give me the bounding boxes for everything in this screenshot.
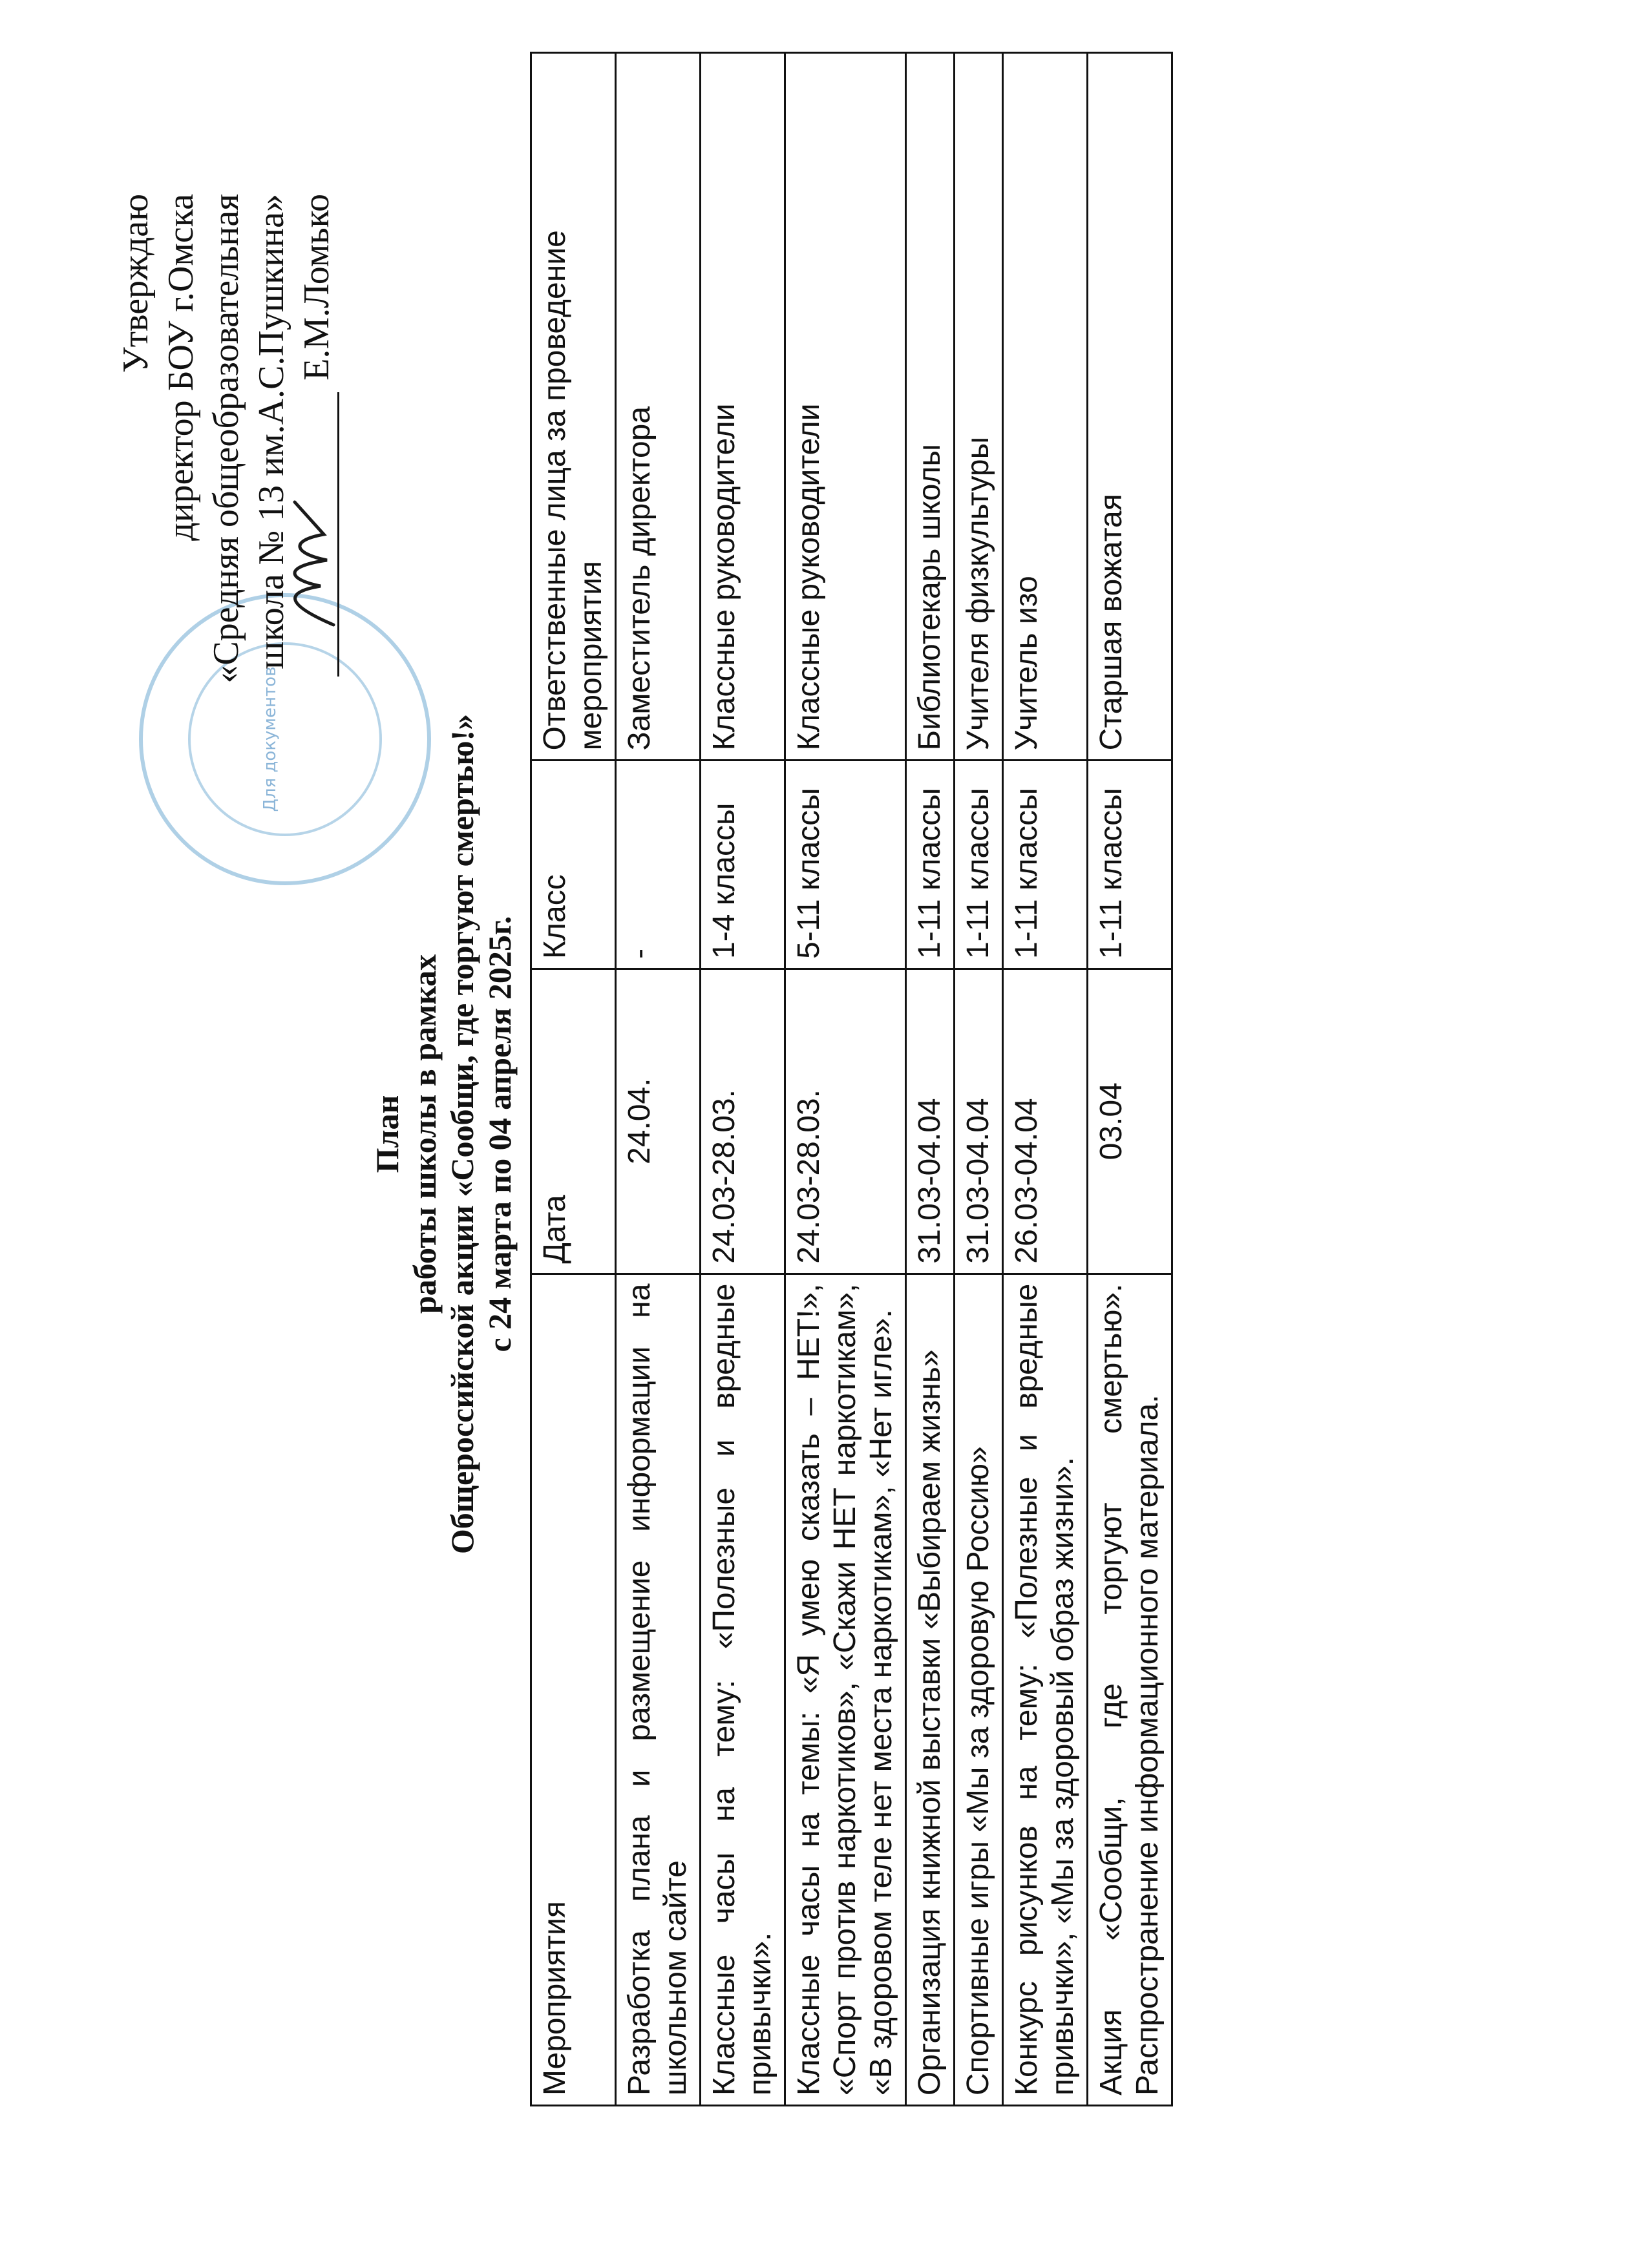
header-class: Класс <box>531 761 616 969</box>
title-line-1: План <box>369 1095 405 1173</box>
header-event: Мероприятия <box>531 1274 616 2105</box>
header-date: Дата <box>531 969 616 1274</box>
signature-row <box>294 194 339 853</box>
cell-date: 31.03-04.04 <box>955 969 1003 1274</box>
cell-class: 1-11 классы <box>1003 761 1088 969</box>
cell-date: 26.03-04.04 <box>1003 969 1088 1274</box>
cell-event: Классные часы на тему: «Полезные и вредные привычки». <box>701 1274 785 2105</box>
document-title <box>368 0 518 2268</box>
signature-line <box>301 392 339 677</box>
cell-class: - <box>616 761 701 969</box>
title-line-4: с 24 марта по 04 апреля 2025г. <box>481 916 518 1352</box>
cell-responsible: Библиотекарь школы <box>906 53 955 761</box>
stamp-text: Для документов <box>260 666 280 812</box>
cell-responsible: Старшая вожатая <box>1088 53 1172 761</box>
cell-responsible: Учителя физкультуры <box>955 53 1003 761</box>
cell-class: 1-4 классы <box>701 761 785 969</box>
cell-event: Конкурс рисунков на тему: «Полезные и вредные привычки», «Мы за здоровый образ жизни». <box>1003 1274 1088 2105</box>
header-responsible: Ответственные лица за проведение мероприятия <box>531 53 616 761</box>
cell-date: 24.03-28.03. <box>701 969 785 1274</box>
cell-event: Спортивные игры «Мы за здоровую Россию» <box>955 1274 1003 2105</box>
cell-class: 1-11 классы <box>955 761 1003 969</box>
table-row <box>906 53 955 2106</box>
cell-responsible: Классные руководители <box>701 53 785 761</box>
cell-date: 24.04. <box>616 969 701 1274</box>
approval-line-4: школа № 13 им.А.С.Пушкина» <box>251 194 291 669</box>
cell-class: 1-11 классы <box>906 761 955 969</box>
approval-line-1: Утверждаю <box>116 194 156 373</box>
cell-event: Разработка плана и размещение информации на школьном сайте <box>616 1274 701 2105</box>
cell-date: 03.04 <box>1088 969 1172 1274</box>
table-row <box>701 53 785 2106</box>
table-row <box>785 53 906 2106</box>
approval-line-2: директор БОУ г.Омска <box>161 194 201 541</box>
table-row <box>955 53 1003 2106</box>
cell-responsible: Классные руководители <box>785 53 906 761</box>
cell-responsible: Учитель изо <box>1003 53 1088 761</box>
approval-block <box>113 194 339 853</box>
table-row <box>1088 53 1172 2106</box>
approval-line-3: «Средняя общеобразовательная <box>206 194 246 684</box>
plan-table <box>530 52 1173 2106</box>
cell-date: 24.03-28.03. <box>785 969 906 1274</box>
title-line-3: Общероссийской акции «Сообщи, где торгуют смертью!» <box>444 713 480 1555</box>
cell-event: Акция «Сообщи, где торгуют смертью». Распространение информационного материала. <box>1088 1274 1172 2105</box>
cell-class: 5-11 классы <box>785 761 906 969</box>
cell-date: 31.03-04.04 <box>906 969 955 1274</box>
title-line-2: работы школы в рамках <box>407 954 443 1314</box>
table-row <box>616 53 701 2106</box>
cell-event: Классные часы на темы: «Я умею сказать – НЕТ!», «Спорт против наркотиков», «Скажи НЕТ наркотикам», «В здоровом теле нет места наркотикам», «Нет игле». <box>785 1274 906 2105</box>
cell-event: Организация книжной выставки «Выбираем жизнь» <box>906 1274 955 2105</box>
table-row <box>1003 53 1088 2106</box>
cell-class: 1-11 классы <box>1088 761 1172 969</box>
handwritten-signature <box>275 489 346 631</box>
cell-responsible: Заместитель директора <box>616 53 701 761</box>
signer-name: Е.М.Ломько <box>297 194 337 381</box>
table-header-row <box>531 53 616 2106</box>
